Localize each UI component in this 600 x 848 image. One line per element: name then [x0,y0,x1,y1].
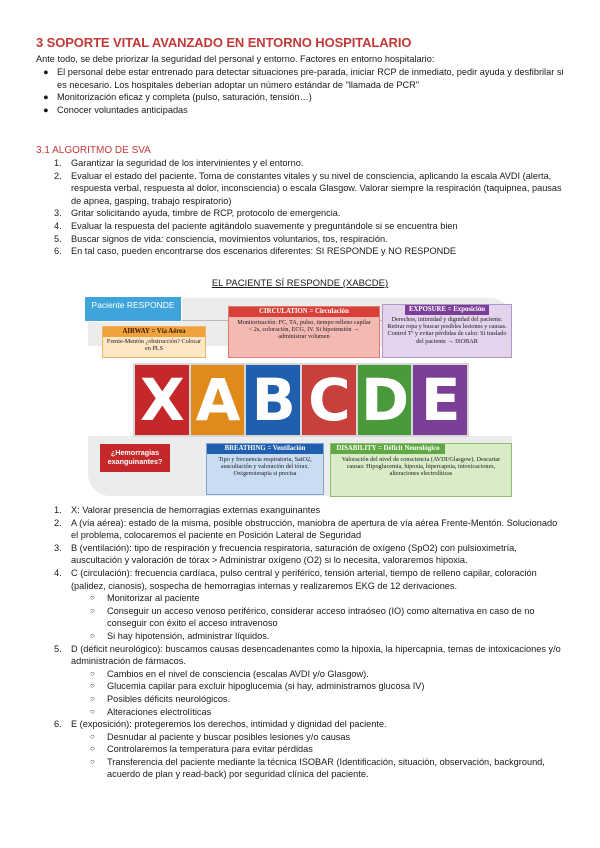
list-item: 1. Garantizar la seguridad de los intervinientes y el entorno. [54,158,304,168]
circulation-title: CIRCULATION = Circulación [229,307,379,317]
diagram-caption: EL PACIENTE SÍ RESPONDE (XABCDE) [211,278,389,289]
algorithm-steps [36,157,566,258]
breathing-text: Tipo y frecuencia respiratoria, SatO2, auscultación y valoración del tórax. Oxigenoterapia si precisa [218,456,312,478]
list-item: ● El personal debe estar entrenado para detectar situaciones pre-parada, iniciar RCP de inmediato, pedir ayuda y desfibrilar si es necesario. Los hospitales deberían adoptar un número estándar de "llamada de PCR" [43,67,564,90]
bullet-dot: ● [43,67,49,77]
breathing-box [206,443,324,495]
letter-b: B [246,365,300,435]
disability-box [330,443,512,497]
circulation-box [228,306,380,358]
breathing-title: BREATHING = Ventilación [207,444,323,454]
list-item: 6. E (exposición): protegeremos los derechos, intimidad y dignidad del paciente. ○ Desnudar al paciente y buscar posibles lesiones y/o causas ○ Controlaremos la temperatura para evitar pérdidas ○ Transferencia del paciente mediante la técnica ISOBAR (Identificación, situación, observación, background, acuerdo de plan y read-back) por seguridad clínica del paciente. [36,718,566,781]
sub-list-item: ○ Alteraciones electrolíticas [90,706,212,717]
list-item: 5. Buscar signos de vida: consciencia, movimientos voluntarios, tos, respiración. [54,233,388,244]
letter-x: X [135,365,189,435]
letter-c: C [302,365,356,435]
letter-e: E [413,365,467,435]
list-item: 5. D (déficit neurológico): buscamos causas desencadenantes como la hipoxia, la hipercapnia, temas de intoxicaciones y/o administración de fármacos. ○ Cambios en el nivel de consciencia (escalas AVDI y/o Glasgow). ○ Glucemia capilar para excluir hipoglucemia (si hay, administramos glucosa IV) ○ Posibles déficits neurológicos. ○ Alteraciones electrolíticas [36,643,566,719]
disability-title: DISABILITY = Déficit Neurológico [331,444,445,454]
list-item: 4. Evaluar la respuesta del paciente agitándolo suavemente y preguntándole si se encuentra bien [54,220,458,231]
intro-text: Ante todo, se debe priorizar la seguridad del personal y entorno. Factores en entorno hospitalario: [36,54,435,64]
sub-list-item: ○ Glucemia capilar para excluir hipoglucemia (si hay, administramos glucosa IV) [90,681,425,692]
sub-list-item: ○ Conseguir un acceso venoso periférico, considerar acceso intraóseo (IO) como alternativa en caso de no conseguir con éxito el acceso intravenoso [90,605,535,629]
bullet-dot: ● [43,104,49,115]
sublist-disability [36,668,566,718]
sub-list-item: ○ Si hay hipotensión, administrar líquidos. [90,630,270,641]
list-item: 6. En tal caso, pueden encontrarse dos escenarios diferentes: SI RESPONDE y NO RESPONDE [54,246,457,257]
section-title: 3.1 ALGORITMO DE SVA [36,145,151,156]
sub-list-item: ○ Cambios en el nivel de consciencia (escalas AVDI y/o Glasgow). [90,668,369,679]
list-item: 1. X: Valorar presencia de hemorragias externas exanguinantes [54,505,321,515]
list-item: 2. A (vía aérea): estado de la misma, posible obstrucción, maniobra de apertura de vía aérea Frente-Mentón. Solucionado el problema, colocaremos el paciente en Posición Lateral de Seguridad [54,517,558,541]
list-item: 2. Evaluar el estado del paciente. Toma de constantes vitales y su nivel de consciencia, aplicando la escala AVDI (alerta, respuesta verbal, respuesta al dolor, inconsciencia) o escala Glasgow. Valorar siempre la respiración (taquipnea, pausas de apnea, gasping, trabajo respiratorio) [54,170,562,206]
list-item: 3. Gritar solicitando ayuda, timbre de RCP, protocolo de emergencia. [54,208,341,219]
sublist-exposure [36,731,566,781]
xabcde-list [36,504,566,781]
airway-text: Frente-Mentón ¿obstrucción? Colocar en PLS [106,338,202,353]
letter-d: D [358,365,412,435]
exposure-box [382,304,512,358]
page-title: 3 SOPORTE VITAL AVANZADO EN ENTORNO HOSPITALARIO [36,35,412,50]
airway-box [102,326,206,358]
sublist-circulation [36,592,566,642]
list-item: ● Monitorización eficaz y completa (pulso, saturación, tensión…) [43,92,312,103]
list-item: 4. C (circulación): frecuencia cardíaca, pulso central y periférico, tensión arterial, tiempo de relleno capilar, coloración (palidez, cianosis), sospecha de hemorragias internas y realizaremos EKG de 12 derivaciones. ○ Monitorizar al paciente ○ Conseguir un acceso venoso periférico, considerar acceso intraóseo (IO) como alternativa en caso de no conseguir con éxito el acceso intravenoso ○ Si hay hipotensión, administrar líquidos. [36,567,566,643]
list-item: ● Conocer voluntades anticipadas [43,104,188,115]
disability-text: Valoración del nivel de consciencia (AVDI/Glasgow). Descartar causas: Hipoglucemia, hipoxia, hipercapnia, intoxicaciones, alteraciones electrolíticas [341,456,501,478]
bullet-dot: ● [43,92,49,103]
airway-title: AIRWAY = Vía Aérea [103,327,205,337]
xabcde-letters [133,363,469,437]
responde-label: Paciente RESPONDE [84,296,182,322]
hemorrhage-box: ¿Hemorragias exanguinantes? [100,444,170,472]
intro-bullet-list [36,66,566,116]
exposure-title: EXPOSURE = Exposición [405,305,489,315]
exposure-text: Derechos, intimidad y dignidad del paciente. Retirar ropa y buscar posibles lesiones y causas. Control Tª y evitar pérdidas de calor. Si traslado del paciente → ISOBAR [387,316,507,345]
list-item: 3. B (ventilación): tipo de respiración y frecuencia respiratoria, saturación de oxígeno (SpO2) con pulsioximetría, auscultación y valoración de tórax > Administrar oxígeno (O2) si lo necesita, valoraremos hipoxia. [54,542,517,566]
circulation-text: Monitorización: FC, TA, pulso, tiempo relleno capilar < 2s, coloración, ECG, IV. Si hipotensión → administrar volumen [237,319,371,341]
sub-list-item: ○ Controlaremos la temperatura para evitar pérdidas [90,744,313,755]
sub-list-item: ○ Desnudar al paciente y buscar posibles lesiones y/o causas [90,731,351,742]
letter-a: A [191,365,245,435]
sub-list-item: ○ Transferencia del paciente mediante la técnica ISOBAR (Identificación, situación, observación, background, acuerdo de plan y read-back) por seguridad clínica del paciente. [90,756,545,780]
xabcde-diagram [82,290,518,500]
sub-list-item: ○ Monitorizar al paciente [90,593,200,604]
sub-list-item: ○ Posibles déficits neurológicos. [90,693,231,704]
